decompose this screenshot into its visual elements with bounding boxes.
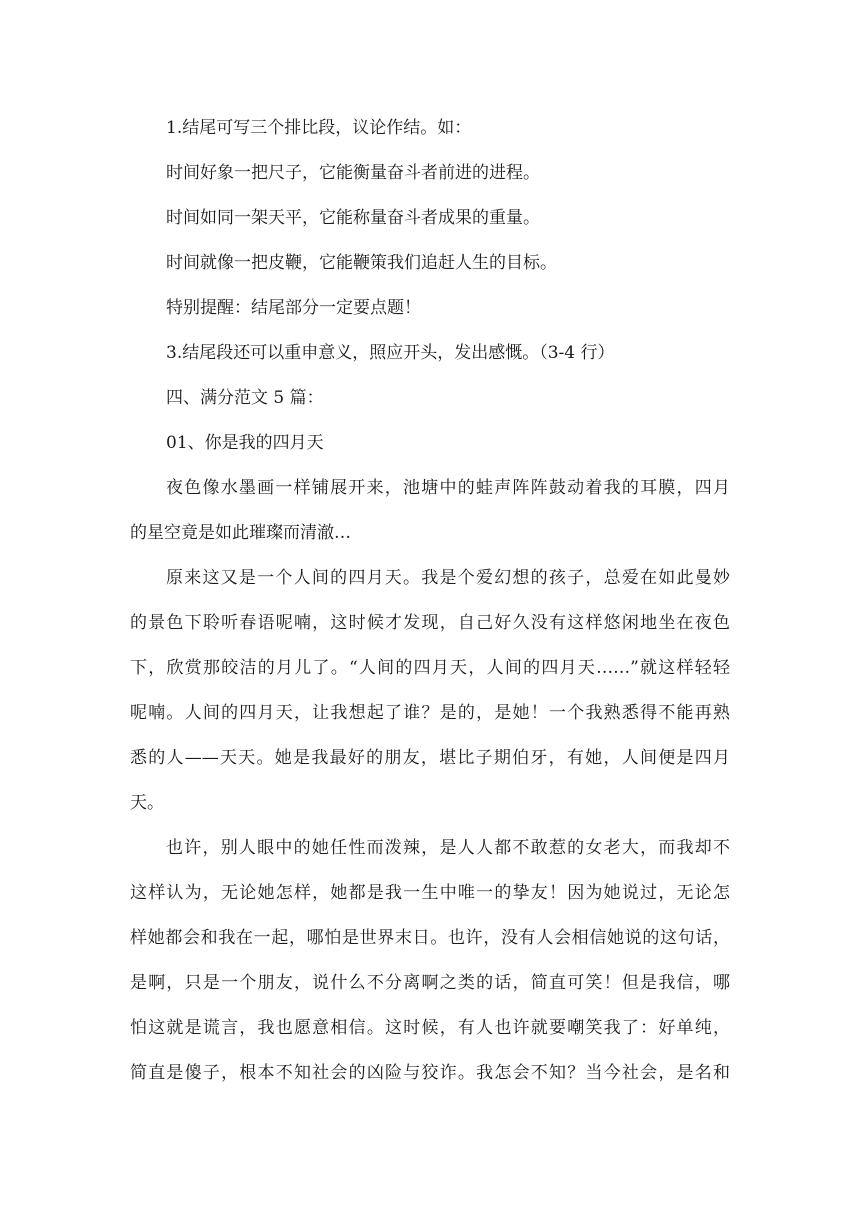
parallel-sentence-1: 时间好象一把尺子，它能衡量奋斗者前进的进程。 (166, 163, 540, 183)
point-1-heading: 1.结尾可写三个排比段，议论作结。如： (166, 118, 472, 138)
section-4-heading: 四、满分范文 5 篇： (166, 388, 324, 408)
special-reminder: 特别提醒：结尾部分一定要点题！ (166, 298, 421, 318)
essay-paragraph-3-line-5: 怕这就是谎言，我也愿意相信。这时候，有人也许就要嘲笑我了：好单纯， (130, 1018, 730, 1038)
essay-paragraph-3-line-6: 简直是傻子，根本不知社会的凶险与狡诈。我怎会不知？当今社会，是名和 (130, 1063, 730, 1083)
essay-paragraph-1-line-1: 夜色像水墨画一样铺展开来，池塘中的蛙声阵阵鼓动着我的耳膜，四月 (166, 478, 730, 498)
essay-paragraph-3-line-1: 也许，别人眼中的她任性而泼辣，是人人都不敢惹的女老大，而我却不 (166, 838, 730, 858)
point-3-heading: 3.结尾段还可以重申意义，照应开头，发出感慨。（3-4 行） (166, 343, 615, 363)
essay-paragraph-2-line-4: 呢喃。人间的四月天，让我想起了谁？是的，是她！一个我熟悉得不能再熟 (130, 703, 730, 723)
essay-paragraph-2-line-5: 悉的人——天天。她是我最好的朋友，堪比子期伯牙，有她，人间便是四月 (130, 748, 730, 768)
essay-paragraph-3-line-2: 这样认为，无论她怎样，她都是我一生中唯一的挚友！因为她说过，无论怎 (130, 883, 730, 903)
essay-paragraph-3-line-3: 样她都会和我在一起，哪怕是世界末日。也许，没有人会相信她说的这句话， (130, 928, 730, 948)
parallel-sentence-2: 时间如同一架天平，它能称量奋斗者成果的重量。 (166, 208, 540, 228)
essay-paragraph-3-line-4: 是啊，只是一个朋友，说什么不分离啊之类的话，简直可笑！但是我信，哪 (130, 973, 730, 993)
essay-paragraph-2-line-1: 原来这又是一个人间的四月天。我是个爱幻想的孩子，总爱在如此曼妙 (166, 568, 730, 588)
essay-paragraph-1-line-2: 的星空竟是如此璀璨而清澈… (130, 523, 351, 543)
essay-paragraph-2-line-3: 下，欣赏那皎洁的月儿了。“人间的四月天，人间的四月天……”就这样轻轻 (130, 658, 730, 678)
essay-paragraph-2-line-2: 的景色下聆听春语呢喃，这时候才发现，自己好久没有这样悠闲地坐在夜色 (130, 613, 730, 633)
essay-paragraph-2-line-6: 天。 (130, 793, 164, 813)
essay-01-title: 01、你是我的四月天 (166, 433, 324, 453)
parallel-sentence-3: 时间就像一把皮鞭，它能鞭策我们追赶人生的目标。 (166, 253, 557, 273)
